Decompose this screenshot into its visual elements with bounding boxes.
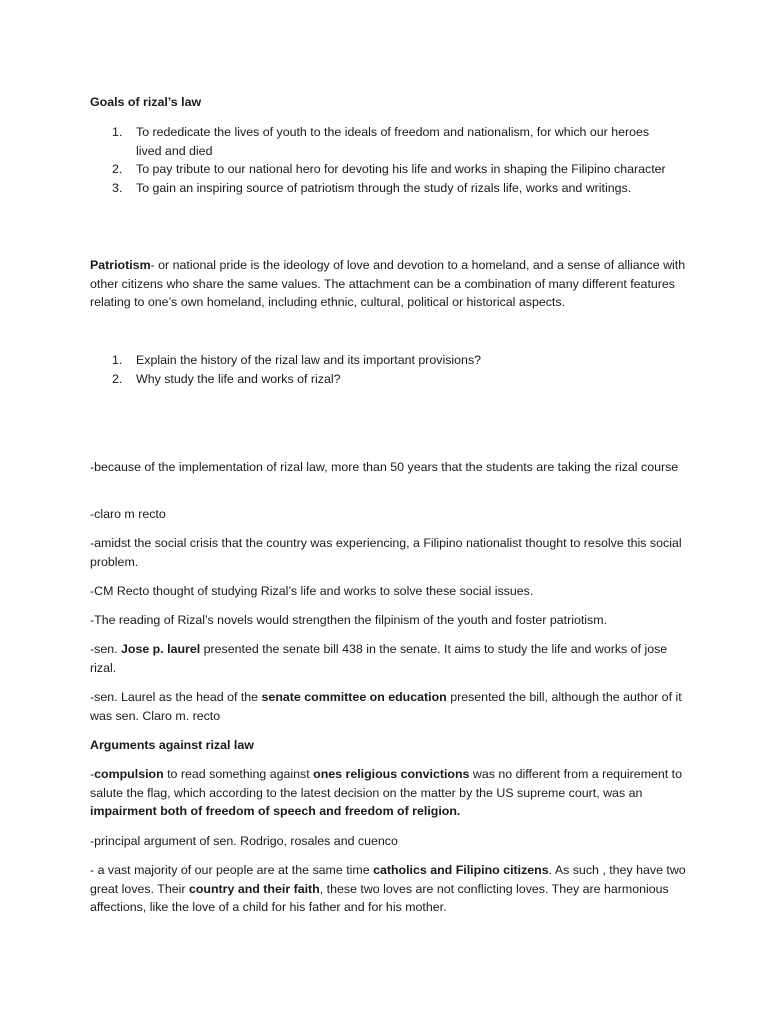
bold-run: Jose p. laurel [121,642,201,656]
list-item-text: Why study the life and works of rizal? [136,371,341,386]
text-run: to read something against [163,767,314,781]
bold-run: senate committee on education [261,690,447,704]
list-number: 3. [112,180,123,195]
text-run: , these two loves are not conflicting loves. They are harmonious affections, like the love of a child for his father and for his mother. [90,881,669,915]
list-item [90,370,690,389]
list-item [90,351,690,370]
goals-list [90,123,670,197]
text-run: . As such , they have two great loves. Their [90,863,686,896]
patriotism-text: - or national pride is the ideology of love and devotion to a homeland, and a sense of alliance with other citizens who share the same values. The attachment can be a combination of many different features relating to one’s own homeland, including ethnic, cultural, political or historical aspects. [90,258,686,310]
bold-run: catholics and Filipino citizens [373,863,549,877]
note-paragraph [90,688,690,725]
bold-run: country and their faith [188,881,320,896]
patriotism-term: Patriotism [90,258,151,272]
argument-paragraph: -principal argument of sen. Rodrigo, rosales and cuenco [90,834,398,848]
note-paragraph: -because of the implementation of rizal law, more than 50 years that the students are taking the rizal course [90,460,679,474]
text-run: - a vast majority of our people are at the same time [90,863,374,877]
list-item [90,123,670,160]
bold-run: ones religious convictions [313,767,470,781]
text-run: presented the senate bill 438 in the senate. It aims to study the life and works of jose rizal. [90,642,668,675]
argument-paragraph [90,861,690,917]
arguments-heading: Arguments against rizal law [90,738,254,752]
list-number: 2. [112,371,123,386]
text-run: -sen. [90,642,121,656]
list-item-text: To pay tribute to our national hero for devoting his life and works in shaping the Filipino character [136,162,666,177]
list-number: 1. [112,125,123,139]
list-item-text: Explain the history of the rizal law and its important provisions? [136,353,482,367]
note-paragraph: -CM Recto thought of studying Rizal’s life and works to solve these social issues. [90,584,534,598]
questions-list [90,351,690,388]
text-run: was no different from a requirement to salute the flag, which according to the latest decision on the matter by the US supreme court, was an [90,767,683,800]
note-paragraph: -amidst the social crisis that the country was experiencing, a Filipino nationalist thought to resolve this social problem. [90,536,682,569]
list-item-text: To gain an inspiring source of patriotism through the study of rizals life, works and writings. [136,180,632,195]
list-number: 1. [112,353,123,367]
list-item [90,179,670,198]
text-run: -sen. Laurel as the head of the [90,690,262,704]
note-paragraph [90,640,690,677]
patriotism-definition [90,256,690,312]
bold-run: impairment both of freedom of speech and freedom of religion. [90,804,461,819]
list-item-text: To rededicate the lives of youth to the ideals of freedom and nationalism, for which our heroes lived and died [136,125,650,158]
bold-run: compulsion [94,767,164,781]
note-paragraph: -claro m recto [90,507,166,521]
list-item [90,160,670,179]
note-paragraph: -The reading of Rizal’s novels would strengthen the filpinism of the youth and foster patriotism. [90,613,608,627]
goals-heading: Goals of rizal’s law [90,95,202,109]
list-number: 2. [112,162,123,177]
text-run: presented the bill, although the author of it was sen. Claro m. recto [90,690,682,723]
text-run: - [90,767,95,781]
argument-paragraph [90,765,690,821]
